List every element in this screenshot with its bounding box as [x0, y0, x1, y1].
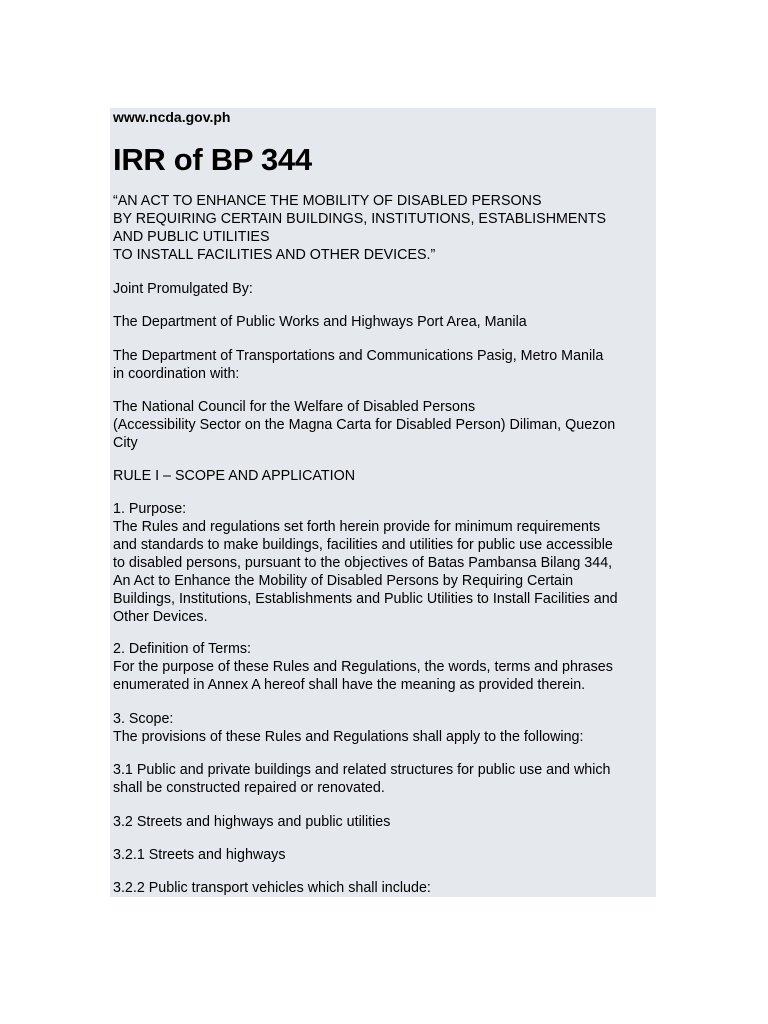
dpwh-line — [113, 313, 653, 331]
paragraph-line: Other Devices. — [113, 609, 208, 625]
purpose-section — [113, 500, 653, 626]
act-title-line: TO INSTALL FACILITIES AND OTHER DEVICES.” — [113, 247, 436, 263]
definitions-section — [113, 640, 653, 694]
promulgation-heading-text: Joint Promulgated By: — [113, 281, 253, 297]
paragraph-line: An Act to Enhance the Mobility of Disabled Persons by Requiring Certain — [113, 573, 574, 589]
paragraph-line: Buildings, Institutions, Establishments and Public Utilities to Install Facilities and — [113, 591, 618, 607]
scope-section — [113, 710, 653, 746]
section-heading: 1. Purpose: — [113, 501, 187, 517]
act-title — [113, 192, 653, 264]
document-title: IRR of BP 344 — [113, 142, 312, 177]
paragraph-line: For the purpose of these Rules and Regulations, the words, terms and phrases — [113, 659, 613, 675]
ncwdp-paragraph — [113, 398, 653, 452]
act-title-line: “AN ACT TO ENHANCE THE MOBILITY OF DISABLED PERSONS — [113, 193, 542, 209]
item-3-2-2 — [113, 879, 653, 897]
paragraph-line: The provisions of these Rules and Regulations shall apply to the following: — [113, 729, 584, 745]
section-heading: 2. Definition of Terms: — [113, 641, 251, 657]
item-3-2-1 — [113, 846, 653, 864]
paragraph-line: enumerated in Annex A hereof shall have the meaning as provided therein. — [113, 677, 586, 693]
act-title-line: AND PUBLIC UTILITIES — [113, 229, 270, 245]
site-url: www.ncda.gov.ph — [113, 109, 231, 125]
promulgation-heading — [113, 280, 653, 298]
paragraph-line: shall be constructed repaired or renovated. — [113, 780, 385, 796]
item-3-1 — [113, 761, 653, 797]
ncwdp-line: (Accessibility Sector on the Magna Carta for Disabled Person) Diliman, Quezon — [113, 417, 616, 433]
paragraph-line: and standards to make buildings, facilities and utilities for public use accessible — [113, 537, 613, 553]
paragraph-line: 3.1 Public and private buildings and related structures for public use and which — [113, 762, 611, 778]
dotc-paragraph — [113, 347, 653, 383]
dotc-line: The Department of Transportations and Communications Pasig, Metro Manila — [113, 348, 604, 364]
ncwdp-line: The National Council for the Welfare of Disabled Persons — [113, 399, 476, 415]
act-title-line: BY REQUIRING CERTAIN BUILDINGS, INSTITUTIONS, ESTABLISHMENTS — [113, 211, 607, 227]
ncwdp-line: City — [113, 435, 138, 451]
dpwh-text: The Department of Public Works and Highways Port Area, Manila — [113, 314, 527, 330]
dotc-line: in coordination with: — [113, 366, 240, 382]
paragraph-line: 3.2.2 Public transport vehicles which shall include: — [113, 880, 431, 896]
paragraph-line: 3.2 Streets and highways and public utilities — [113, 814, 391, 830]
paragraph-line: 3.2.1 Streets and highways — [113, 847, 286, 863]
paragraph-line: The Rules and regulations set forth herein provide for minimum requirements — [113, 519, 601, 535]
rule-heading — [113, 467, 653, 485]
paragraph-line: to disabled persons, pursuant to the objectives of Batas Pambansa Bilang 344, — [113, 555, 613, 571]
section-heading: 3. Scope: — [113, 711, 174, 727]
item-3-2 — [113, 813, 653, 831]
rule-heading-text: RULE I – SCOPE AND APPLICATION — [113, 468, 356, 484]
